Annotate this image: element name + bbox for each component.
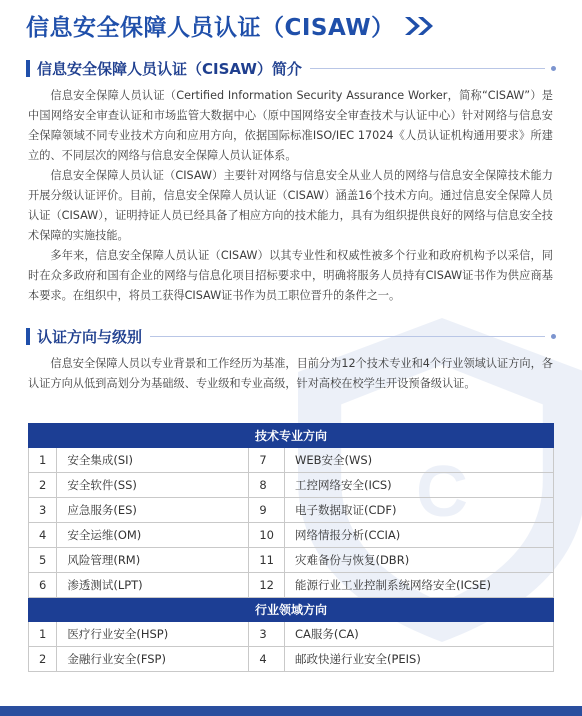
row-number: 9 bbox=[249, 498, 285, 523]
bottom-band bbox=[0, 706, 582, 716]
tech-header-row bbox=[29, 424, 554, 448]
direction-name: 工控网络安全(ICS) bbox=[284, 473, 553, 498]
direction-name: 灾难备份与恢复(DBR) bbox=[284, 548, 553, 573]
section-dot bbox=[551, 334, 556, 339]
direction-name: 风险管理(RM) bbox=[57, 548, 249, 573]
direction-name: 能源行业工业控制系统网络安全(ICSE) bbox=[284, 573, 553, 598]
direction-name: CA服务(CA) bbox=[284, 622, 553, 647]
section-divider bbox=[150, 336, 545, 337]
table-row bbox=[29, 573, 554, 598]
industry-header: 行业领域方向 bbox=[29, 598, 554, 622]
direction-name: 邮政快递行业安全(PEIS) bbox=[284, 647, 553, 672]
row-number: 4 bbox=[249, 647, 285, 672]
section-bar bbox=[26, 60, 30, 77]
page-title: 信息安全保障人员认证（CISAW） bbox=[26, 15, 395, 41]
row-number: 2 bbox=[29, 647, 57, 672]
row-number: 7 bbox=[249, 448, 285, 473]
section-divider bbox=[310, 68, 545, 69]
table-row bbox=[29, 498, 554, 523]
section-dot bbox=[551, 66, 556, 71]
direction-name: 金融行业安全(FSP) bbox=[57, 647, 249, 672]
section-bar bbox=[26, 328, 30, 345]
row-number: 3 bbox=[249, 622, 285, 647]
intro-paragraph-3: 多年来，信息安全保障人员认证（CISAW）以其专业性和权威性被多个行业和政府机构予以采信，同时在众多政府和国有企业的网络与信息化项目招标要求中，明确将服务人员持有CISAW证书作为供应商基本要求。在组织中，将员工获得CISAW证书作为员工职位晋升的条件之一。 bbox=[28, 249, 553, 302]
intro-paragraph-1: 信息安全保障人员认证（Certified Information Security Assurance Worker，简称“CISAW”）是中国网络安全审查认证和市场监管大数据中心（原中国网络安全审查技术与认证中心）针对网络与信息安全保障领域不同专业技术方向和应用方向，依据国际标准ISO/IEC 17024《人员认证机构通用要求》所建立的、不同层次的网络与信息安全保障人员认证体系。 bbox=[28, 89, 553, 162]
row-number: 4 bbox=[29, 523, 57, 548]
levels-section-header bbox=[26, 326, 556, 347]
direction-name: 安全集成(SI) bbox=[57, 448, 249, 473]
direction-name: 渗透测试(LPT) bbox=[57, 573, 249, 598]
row-number: 10 bbox=[249, 523, 285, 548]
certification-table bbox=[28, 423, 554, 672]
row-number: 3 bbox=[29, 498, 57, 523]
row-number: 2 bbox=[29, 473, 57, 498]
table-row bbox=[29, 548, 554, 573]
direction-name: 应急服务(ES) bbox=[57, 498, 249, 523]
direction-name: 医疗行业安全(HSP) bbox=[57, 622, 249, 647]
direction-name: 安全运维(OM) bbox=[57, 523, 249, 548]
tech-header: 技术专业方向 bbox=[29, 424, 554, 448]
direction-name: WEB安全(WS) bbox=[284, 448, 553, 473]
row-number: 6 bbox=[29, 573, 57, 598]
direction-name: 电子数据取证(CDF) bbox=[284, 498, 553, 523]
page-title-row bbox=[26, 9, 437, 42]
table-row bbox=[29, 622, 554, 647]
direction-name: 网络情报分析(CCIA) bbox=[284, 523, 553, 548]
row-number: 1 bbox=[29, 622, 57, 647]
industry-header-row bbox=[29, 598, 554, 622]
intro-section-header bbox=[26, 58, 556, 79]
row-number: 11 bbox=[249, 548, 285, 573]
row-number: 1 bbox=[29, 448, 57, 473]
levels-heading: 认证方向与级别 bbox=[37, 328, 143, 346]
table-row bbox=[29, 523, 554, 548]
table-row bbox=[29, 647, 554, 672]
row-number: 5 bbox=[29, 548, 57, 573]
row-number: 8 bbox=[249, 473, 285, 498]
intro-heading: 信息安全保障人员认证（CISAW）简介 bbox=[37, 60, 302, 78]
intro-paragraph-2: 信息安全保障人员认证（CISAW）主要针对网络与信息安全从业人员的网络与信息安全保障技术能力开展分级认证评价。目前，信息安全保障人员认证（CISAW）涵盖16个技术方向。通过信息安全保障人员认证（CISAW），证明持证人员已经具备了相应方向的技术能力，具有为组织提供良好的网络与信息安全技术保障的实施技能。 bbox=[28, 169, 553, 242]
table-row bbox=[29, 473, 554, 498]
table-row bbox=[29, 448, 554, 473]
row-number: 12 bbox=[249, 573, 285, 598]
double-chevron-right-icon bbox=[403, 15, 437, 37]
levels-paragraph: 信息安全保障人员以专业背景和工作经历为基准，目前分为12个技术专业和4个行业领域认证方向，各认证方向从低到高划分为基础级、专业级和专业高级，针对高校在校学生开设预备级认证。 bbox=[28, 357, 553, 390]
svg-text:C: C bbox=[416, 452, 468, 532]
direction-name: 安全软件(SS) bbox=[57, 473, 249, 498]
